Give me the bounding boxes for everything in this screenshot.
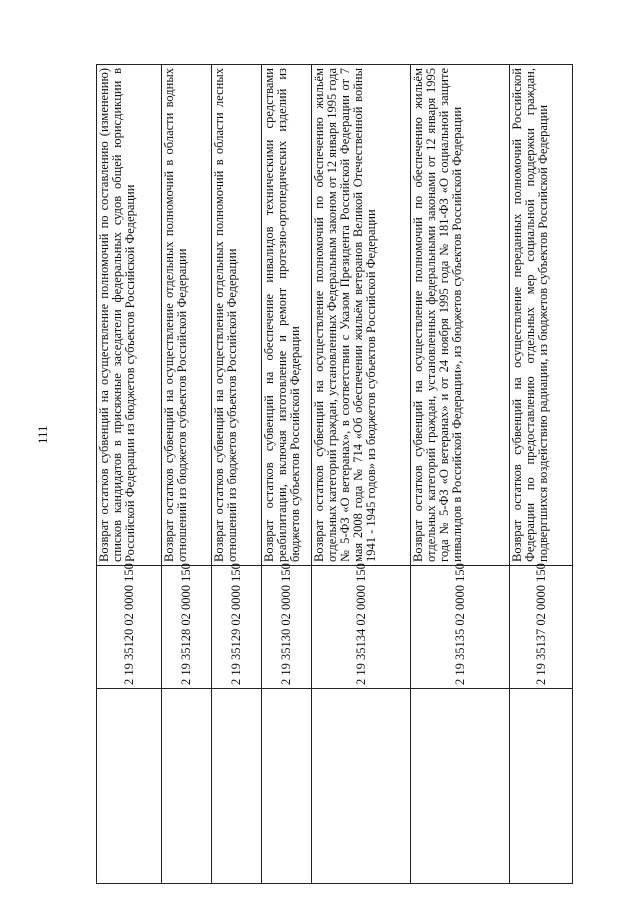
table-row [510,65,573,884]
budget-code-cell: 2 19 35130 02 0000 150 [262,566,312,689]
description-cell: Возврат остатков субвенций на осуществление полномочий по составлению (изменению) списков кандидатов в присяжные заседатели федеральных судов общей юрисдикции в Российской Федерации из бюджетов субъектов Российской Федерации [97,65,162,566]
table-row [212,65,262,884]
page-number: 111 [35,425,50,444]
budget-code-cell: 2 19 35129 02 0000 150 [212,566,262,689]
table-row [162,65,212,884]
budget-code-cell: 2 19 35120 02 0000 150 [97,566,162,689]
description-cell: Возврат остатков субвенций на осуществление переданных полномочий Российской Федерации по предоставлению отдельных мер социальной поддержки граждан, подвергшихся воздействию радиации, из бюджетов субъектов Российской Федерации [510,65,573,566]
table-row [262,65,312,884]
description-cell: Возврат остатков субвенций на осуществление полномочий по обеспечению жильём отдельных категорий граждан, установленных Федеральным законом от 12 января 1995 года № 5-ФЗ «О ветеранах», в соответствии с Указом Президента Российской Федерации от 7 мая 2008 года № 714 «Об обеспечении жильём ветеранов Великой Отечественной войны 1941 - 1945 годов» из бюджетов субъектов Российской Федерации [312,65,411,566]
empty-cell [162,689,212,884]
budget-code-cell: 2 19 35128 02 0000 150 [162,566,212,689]
table-row [411,65,510,884]
budget-code-cell: 2 19 35137 02 0000 150 [510,566,573,689]
budget-code-table [96,64,573,884]
description-cell: Возврат остатков субвенций на осуществление отдельных полномочий в области водных отношений из бюджетов субъектов Российской Федерации [162,65,212,566]
description-cell: Возврат остатков субвенций на осуществление полномочий по обеспечению жильём отдельных категорий граждан, установленных федеральными законами от 12 января 1995 года № 5-ФЗ «О ветеранах» и от 24 ноября 1995 года № 181-ФЗ «О социальной защите инвалидов в Российской Федерации», из бюджетов субъектов Российской Федерации [411,65,510,566]
table-row [97,65,162,884]
description-cell: Возврат остатков субвенций на осуществление отдельных полномочий в области лесных отношений из бюджетов субъектов Российской Федерации [212,65,262,566]
empty-cell [411,689,510,884]
empty-cell [212,689,262,884]
budget-code-cell: 2 19 35134 02 0000 150 [312,566,411,689]
empty-cell [312,689,411,884]
empty-cell [97,689,162,884]
empty-cell [510,689,573,884]
budget-code-cell: 2 19 35135 02 0000 150 [411,566,510,689]
table-row [312,65,411,884]
empty-cell [262,689,312,884]
description-cell: Возврат остатков субвенций на обеспечение инвалидов техническими средствами реабилитации, включая изготовление и ремонт протезно-ортопедических изделий из бюджетов субъектов Российской Федерации [262,65,312,566]
